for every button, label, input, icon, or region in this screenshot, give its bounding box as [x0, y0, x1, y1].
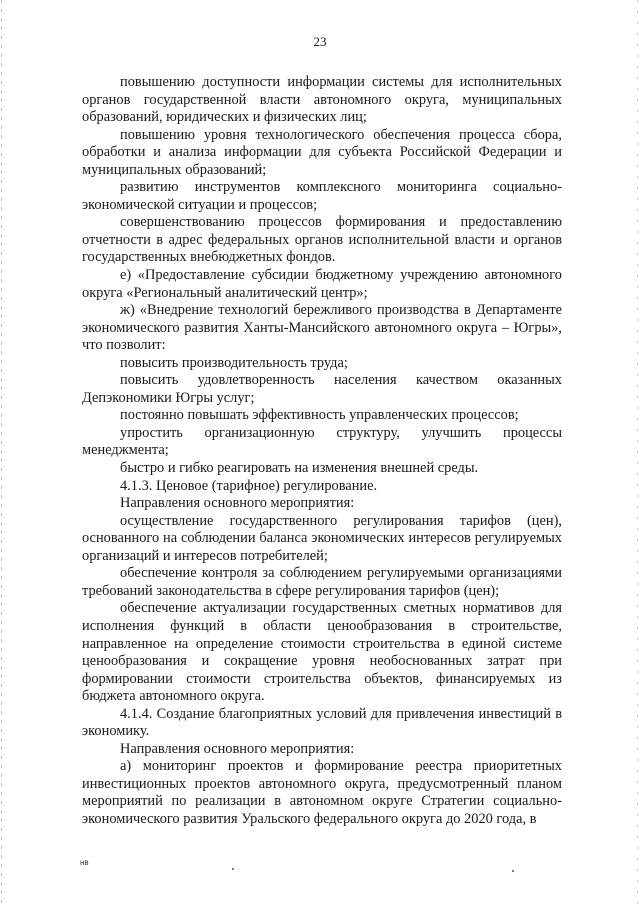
paragraph: повышению уровня технологического обеспечения процесса сбора, обработки и анализа информации для субъекта Российской Федерации и муниципальных образований;: [82, 126, 562, 178]
paragraph: Направления основного мероприятия:: [120, 495, 355, 512]
document-body: [82, 74, 562, 829]
paragraph: ж) «Внедрение технологий бережливого производства в Департаменте экономического развития Ханты-Мансийского автономного округа – Югры», что позволит:: [82, 302, 562, 354]
footer-mark: нв: [80, 858, 89, 867]
paragraph: повысить удовлетворенность населения качеством оказанных Депэкономики Югры услуг;: [82, 372, 562, 406]
scan-speck: [512, 870, 514, 872]
paragraph: е) «Предоставление субсидии бюджетному учреждению автономного округа «Региональный аналитический центр»;: [82, 267, 562, 301]
paragraph: совершенствованию процессов формирования и предоставлению отчетности в адрес федеральных органов исполнительной власти и органов государственных внебюджетных фондов.: [82, 214, 562, 266]
page-number: 23: [313, 34, 327, 49]
paragraph: развитию инструментов комплексного мониторинга социально-экономической ситуации и процессов;: [82, 179, 562, 213]
scan-right-edge: [637, 0, 638, 905]
paragraph: обеспечение актуализации государственных сметных нормативов для исполнения функций в области ценообразования в строительстве, направленное на определение стоимости строительства в единой системе ценообразования и сокращение уровня необоснованных затрат при формировании стоимости строительства объектов, финансируемых из бюджета автономного округа.: [82, 600, 562, 705]
paragraph: упростить организационную структуру, улучшить процессы менеджмента;: [82, 424, 562, 459]
scan-left-edge: [1, 0, 2, 905]
section-heading: 4.1.4. Создание благоприятных условий для привлечения инвестиций в экономику.: [82, 705, 562, 740]
paragraph: Направления основного мероприятия:: [120, 740, 355, 757]
paragraph: а) мониторинг проектов и формирование реестра приоритетных инвестиционных проектов автономного округа, предусмотренный планом мероприятий по реализации в автономном округе Стратегии социально-экономического развития Уральского федерального округа до 2020 года, в: [82, 758, 562, 827]
scan-speck: [232, 868, 234, 870]
paragraph: повысить производительность труда;: [120, 354, 348, 371]
paragraph: повышению доступности информации системы для исполнительных органов государственной власти автономного округа, муниципальных образований, юридических и физических лиц;: [82, 74, 562, 126]
paragraph: обеспечение контроля за соблюдением регулируемыми организациями требований законодательства в сфере регулирования тарифов (цен);: [82, 565, 562, 599]
section-heading: 4.1.3. Ценовое (тарифное) регулирование.: [120, 477, 378, 494]
paragraph: постоянно повышать эффективность управленческих процессов;: [120, 407, 519, 424]
paragraph: быстро и гибко реагировать на изменения внешней среды.: [120, 460, 479, 477]
paragraph: осуществление государственного регулирования тарифов (цен), основанного на соблюдении баланса экономических интересов регулируемых организаций и интересов потребителей;: [82, 512, 562, 564]
